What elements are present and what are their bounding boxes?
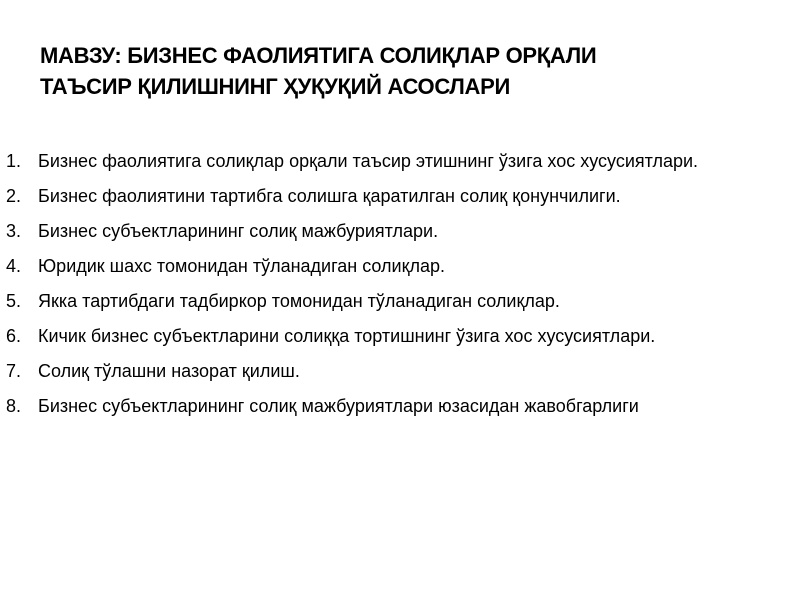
list-item [0, 146, 712, 176]
list-item [0, 391, 712, 421]
slide-title-line-1: МАВЗУ: БИЗНЕС ФАОЛИЯТИГА СОЛИҚЛАР ОРҚАЛИ [40, 43, 597, 68]
list-item [0, 216, 712, 246]
list-item [0, 321, 712, 351]
list-item-text: Бизнес субъектларининг солиқ мажбуриятлари. [38, 221, 439, 241]
list-item-number: 8. [6, 396, 22, 416]
list-item-text: Бизнес субъектларининг солиқ мажбуриятлари юзасидан жавобгарлиги [38, 396, 639, 416]
list-item-number: 3. [6, 221, 22, 241]
slide-title [40, 40, 740, 102]
list-item-number: 2. [6, 186, 22, 206]
topic-list [0, 146, 712, 426]
list-item-text: Солиқ тўлашни назорат қилиш. [38, 361, 300, 381]
list-item-number: 1. [6, 151, 22, 171]
list-item-text: Юридик шахс томонидан тўланадиган солиқлар. [38, 256, 445, 276]
list-item-text: Кичик бизнес субъектларини солиққа тортишнинг ўзига хос хусусиятлари. [38, 326, 656, 346]
list-item-text: Бизнес фаолиятига солиқлар орқали таъсир этишнинг ўзига хос хусусиятлари. [38, 151, 699, 171]
list-item-text: Якка тартибдаги тадбиркор томонидан тўланадиган солиқлар. [38, 291, 560, 311]
list-item-number: 5. [6, 291, 22, 311]
list-item [0, 251, 712, 281]
list-item-text: Бизнес фаолиятини тартибга солишга қаратилган солиқ қонунчилиги. [38, 186, 621, 206]
list-item-number: 4. [6, 256, 22, 276]
list-item-number: 7. [6, 361, 22, 381]
list-item [0, 286, 712, 316]
list-item [0, 181, 712, 211]
list-item [0, 356, 712, 386]
slide-title-line-2: ТАЪСИР ҚИЛИШНИНГ ҲУҚУҚИЙ АСОСЛАРИ [40, 74, 511, 99]
list-item-number: 6. [6, 326, 22, 346]
